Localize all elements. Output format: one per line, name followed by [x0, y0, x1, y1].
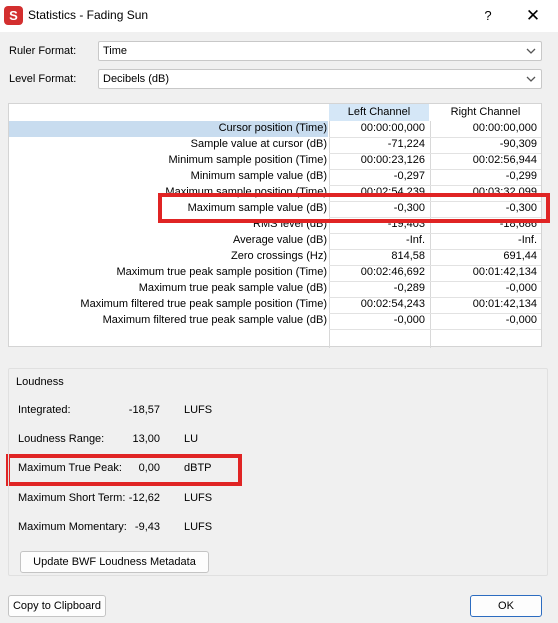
help-button[interactable]: ? [484, 8, 492, 23]
loudness-group-title: Loudness [16, 376, 64, 388]
chevron-down-icon [525, 44, 537, 58]
loudness-label: Maximum True Peak: [18, 462, 122, 474]
right-channel-value: 00:00:00,000 [472, 122, 537, 134]
loudness-unit: LUFS [184, 521, 213, 533]
loudness-value: -12,62 [128, 492, 160, 504]
window-title: Statistics - Fading Sun [28, 8, 149, 22]
right-channel-value: -18,686 [499, 218, 537, 230]
left-channel-value: 814,58 [391, 250, 425, 262]
row-label: Maximum true peak sample position (Time) [116, 266, 327, 278]
right-channel-value: -0,000 [505, 282, 537, 294]
row-label: Maximum filtered true peak sample position (Time) [80, 298, 327, 310]
loudness-unit: LU [184, 433, 199, 445]
loudness-label: Integrated: [18, 404, 71, 416]
right-channel-value: 00:01:42,134 [472, 298, 537, 310]
loudness-label: Maximum Momentary: [18, 521, 127, 533]
update-bwf-button[interactable]: Update BWF Loudness Metadata [20, 551, 209, 573]
header-left-channel[interactable]: Left Channel [329, 104, 429, 121]
left-channel-value: -71,224 [387, 138, 425, 150]
left-channel-value: -Inf. [406, 234, 425, 246]
ruler-format-value: Time [103, 45, 128, 57]
loudness-label: Maximum Short Term: [18, 492, 126, 504]
right-channel-value: 00:03:32,099 [472, 186, 537, 198]
loudness-value: 13,00 [132, 433, 160, 445]
loudness-unit: LUFS [184, 404, 213, 416]
left-channel-value: -0,297 [393, 170, 425, 182]
loudness-value: -18,57 [128, 404, 160, 416]
level-format-select[interactable] [98, 69, 542, 89]
loudness-unit: dBTP [184, 462, 212, 474]
loudness-label: Loudness Range: [18, 433, 105, 445]
right-channel-value: -0,000 [505, 314, 537, 326]
row-label: Cursor position (Time) [218, 122, 327, 134]
copy-to-clipboard-button[interactable]: Copy to Clipboard [8, 595, 106, 617]
row-label: Minimum sample value (dB) [190, 170, 327, 182]
left-channel-value: 00:02:54,239 [360, 186, 425, 198]
row-label: Maximum sample value (dB) [187, 202, 327, 214]
row-label: Average value (dB) [233, 234, 327, 246]
row-label: Maximum true peak sample value (dB) [138, 282, 327, 294]
row-label: Maximum sample position (Time) [165, 186, 327, 198]
level-format-value: Decibels (dB) [103, 73, 170, 85]
loudness-unit: LUFS [184, 492, 213, 504]
row-label: Zero crossings (Hz) [231, 250, 327, 262]
ok-button[interactable]: OK [470, 595, 542, 617]
row-divider [329, 329, 541, 330]
right-channel-value: -0,300 [505, 202, 537, 214]
row-label: Sample value at cursor (dB) [190, 138, 327, 150]
level-format-label: Level Format: [9, 73, 77, 85]
app-logo-icon: S [4, 6, 23, 25]
highlight-box-max-sample [158, 193, 550, 223]
left-channel-value: 00:00:23,126 [360, 154, 425, 166]
loudness-value: 0,00 [138, 462, 160, 474]
header-right-channel[interactable]: Right Channel [430, 104, 541, 121]
row-label: RMS level (dB) [253, 218, 327, 230]
row-label: Minimum sample position (Time) [168, 154, 327, 166]
statistics-table[interactable] [8, 103, 542, 347]
right-channel-value: 00:01:42,134 [472, 266, 537, 278]
title-bar [0, 0, 558, 32]
ruler-format-label: Ruler Format: [9, 45, 77, 57]
left-channel-value: 00:00:00,000 [360, 122, 425, 134]
left-channel-value: -19,403 [387, 218, 425, 230]
right-channel-value: -Inf. [518, 234, 537, 246]
right-channel-value: 00:02:56,944 [472, 154, 537, 166]
chevron-down-icon [525, 72, 537, 86]
ruler-format-select[interactable] [98, 41, 542, 61]
left-channel-value: 00:02:54,243 [360, 298, 425, 310]
left-channel-value: 00:02:46,692 [360, 266, 425, 278]
right-channel-value: 691,44 [503, 250, 537, 262]
row-label: Maximum filtered true peak sample value (dB) [102, 314, 327, 326]
close-button[interactable]: ✕ [525, 6, 541, 25]
left-channel-value: -0,300 [393, 202, 425, 214]
left-channel-value: -0,000 [393, 314, 425, 326]
loudness-value: -9,43 [134, 521, 160, 533]
right-channel-value: -0,299 [505, 170, 537, 182]
right-channel-value: -90,309 [499, 138, 537, 150]
left-channel-value: -0,289 [393, 282, 425, 294]
